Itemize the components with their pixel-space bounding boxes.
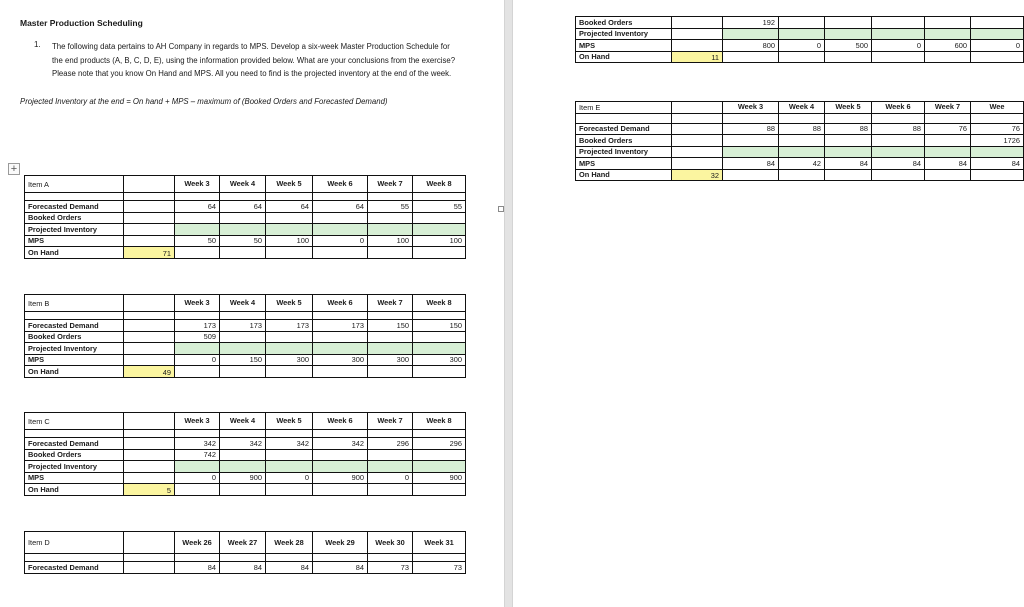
booked-cell [368, 212, 413, 224]
week-header: Week 27 [220, 532, 266, 554]
mps-cell: 84 [825, 158, 872, 170]
item-b-table [24, 294, 466, 378]
mps-cell: 84 [925, 158, 971, 170]
on-hand-value: 32 [672, 169, 723, 181]
projected-cell[interactable] [368, 461, 413, 473]
week-header: Week 8 [413, 176, 466, 193]
row-label-forecast: Forecasted Demand [25, 201, 124, 213]
forecast-cell: 173 [175, 320, 220, 332]
mps-cell: 0 [175, 472, 220, 484]
booked-cell [723, 135, 779, 147]
mps-cell: 100 [413, 235, 466, 247]
mps-cell: 300 [413, 354, 466, 366]
projected-cell[interactable] [175, 461, 220, 473]
mps-cell: 900 [413, 472, 466, 484]
projected-cell[interactable] [825, 28, 872, 40]
booked-cell [413, 449, 466, 461]
projected-cell[interactable] [925, 28, 971, 40]
item-name: Item A [25, 176, 124, 193]
week-header: Week 7 [368, 176, 413, 193]
mps-cell: 84 [723, 158, 779, 170]
booked-cell: 742 [175, 449, 220, 461]
booked-cell: 1726 [971, 135, 1024, 147]
forecast-cell: 64 [313, 201, 368, 213]
mps-cell: 900 [313, 472, 368, 484]
booked-cell: 192 [723, 17, 779, 29]
item-d-table-continued [575, 16, 1024, 63]
mps-cell: 0 [779, 40, 825, 52]
projected-cell[interactable] [872, 28, 925, 40]
week-header: Week 4 [220, 413, 266, 430]
booked-cell [779, 135, 825, 147]
row-label-projected: Projected Inventory [576, 146, 672, 158]
mps-cell: 84 [872, 158, 925, 170]
row-label-projected: Projected Inventory [25, 461, 124, 473]
week-header: Week 8 [413, 295, 466, 312]
booked-cell [266, 212, 313, 224]
week-header: Week 31 [413, 532, 466, 554]
week-header: Week 28 [266, 532, 313, 554]
forecast-cell: 55 [413, 201, 466, 213]
week-header: Week 6 [313, 295, 368, 312]
booked-cell [313, 331, 368, 343]
question-number: 1. [34, 40, 41, 49]
item-d-table [24, 531, 466, 574]
item-e-table [575, 101, 1024, 181]
week-header: Week 5 [266, 413, 313, 430]
booked-cell: 509 [175, 331, 220, 343]
booked-cell [266, 331, 313, 343]
mps-cell: 300 [266, 354, 313, 366]
forecast-cell: 76 [925, 123, 971, 135]
booked-cell [413, 331, 466, 343]
row-label-mps: MPS [25, 472, 124, 484]
mps-cell: 900 [220, 472, 266, 484]
mps-cell: 100 [266, 235, 313, 247]
row-label-forecast: Forecasted Demand [576, 123, 672, 135]
forecast-cell: 64 [220, 201, 266, 213]
item-name: Item C [25, 413, 124, 430]
week-header: Week 6 [313, 413, 368, 430]
projected-cell[interactable] [779, 28, 825, 40]
mps-cell: 500 [825, 40, 872, 52]
mps-cell: 300 [368, 354, 413, 366]
forecast-cell: 64 [266, 201, 313, 213]
booked-cell [925, 17, 971, 29]
projected-cell[interactable] [368, 224, 413, 236]
week-header: Week 4 [220, 295, 266, 312]
document-title: Master Production Scheduling [20, 18, 143, 28]
mps-cell: 0 [872, 40, 925, 52]
week-header: Week 5 [266, 295, 313, 312]
row-label-on-hand: On Hand [25, 366, 124, 378]
booked-cell [872, 135, 925, 147]
forecast-cell: 84 [313, 562, 368, 574]
week-header: Week 7 [368, 413, 413, 430]
projected-cell[interactable] [779, 146, 825, 158]
forecast-cell: 88 [723, 123, 779, 135]
forecast-cell: 73 [413, 562, 466, 574]
projected-cell[interactable] [872, 146, 925, 158]
projected-cell[interactable] [175, 343, 220, 355]
row-label-on-hand: On Hand [25, 247, 124, 259]
item-a-table [24, 175, 466, 259]
row-label-booked: Booked Orders [576, 17, 672, 29]
week-header: Week 3 [175, 176, 220, 193]
projected-cell[interactable] [971, 28, 1024, 40]
booked-cell [872, 17, 925, 29]
item-name: Item E [576, 102, 672, 114]
forecast-cell: 55 [368, 201, 413, 213]
row-label-mps: MPS [25, 235, 124, 247]
booked-cell [971, 17, 1024, 29]
projected-cell[interactable] [723, 28, 779, 40]
on-hand-value: 71 [124, 247, 175, 259]
week-header: Week 6 [313, 176, 368, 193]
mps-cell: 0 [971, 40, 1024, 52]
projected-cell[interactable] [220, 224, 266, 236]
item-name: Item B [25, 295, 124, 312]
forecast-cell: 84 [220, 562, 266, 574]
row-label-projected: Projected Inventory [25, 343, 124, 355]
forecast-cell: 84 [175, 562, 220, 574]
forecast-cell: 342 [220, 438, 266, 450]
forecast-cell: 150 [368, 320, 413, 332]
week-header: Week 8 [413, 413, 466, 430]
week-header: Week 5 [266, 176, 313, 193]
item-c-table [24, 412, 466, 496]
formula-text: Projected Inventory at the end = On hand + MPS – maximum of (Booked Orders and Forecasted Demand) [20, 97, 388, 106]
row-label-forecast: Forecasted Demand [25, 320, 124, 332]
projected-cell[interactable] [413, 343, 466, 355]
booked-cell [368, 449, 413, 461]
booked-cell [175, 212, 220, 224]
mps-cell: 300 [313, 354, 368, 366]
projected-cell[interactable] [971, 146, 1024, 158]
row-label-forecast: Forecasted Demand [25, 438, 124, 450]
projected-cell[interactable] [266, 224, 313, 236]
projected-cell[interactable] [220, 343, 266, 355]
forecast-cell: 342 [175, 438, 220, 450]
mps-cell: 100 [368, 235, 413, 247]
booked-cell [779, 17, 825, 29]
projected-cell[interactable] [925, 146, 971, 158]
page-gutter [504, 0, 513, 607]
document-page-right [513, 0, 1024, 607]
booked-cell [825, 135, 872, 147]
forecast-cell: 296 [368, 438, 413, 450]
projected-cell[interactable] [313, 461, 368, 473]
projected-cell[interactable] [313, 343, 368, 355]
projected-cell[interactable] [368, 343, 413, 355]
booked-cell [413, 212, 466, 224]
mps-cell: 0 [368, 472, 413, 484]
forecast-cell: 296 [413, 438, 466, 450]
row-label-booked: Booked Orders [576, 135, 672, 147]
week-header: Week 3 [723, 102, 779, 114]
mps-cell: 42 [779, 158, 825, 170]
question-text: The following data pertains to AH Company in regards to MPS. Develop a six-week Master Production Schedule for the end products (A, B, C, D, E), using the information provided below. What are your conclusions from the exercise? Please note that you know On Hand and MPS. All you need to find is the projected inventory at the end of the week. [52, 42, 456, 78]
row-label-projected: Projected Inventory [576, 28, 672, 40]
row-label-on-hand: On Hand [25, 484, 124, 496]
forecast-cell: 88 [872, 123, 925, 135]
week-header: Week 7 [925, 102, 971, 114]
week-header: Wee [971, 102, 1024, 114]
forecast-cell: 173 [313, 320, 368, 332]
projected-cell[interactable] [175, 224, 220, 236]
mps-cell: 600 [925, 40, 971, 52]
booked-cell [220, 449, 266, 461]
booked-cell [220, 331, 266, 343]
row-label-forecast: Forecasted Demand [25, 562, 124, 574]
forecast-cell: 88 [825, 123, 872, 135]
forecast-cell: 150 [413, 320, 466, 332]
forecast-cell: 173 [266, 320, 313, 332]
mps-cell: 50 [175, 235, 220, 247]
row-label-on-hand: On Hand [576, 51, 672, 63]
forecast-cell: 342 [313, 438, 368, 450]
row-label-projected: Projected Inventory [25, 224, 124, 236]
forecast-cell: 84 [266, 562, 313, 574]
projected-cell[interactable] [413, 224, 466, 236]
week-header: Week 30 [368, 532, 413, 554]
booked-cell [368, 331, 413, 343]
mps-cell: 800 [723, 40, 779, 52]
week-header: Week 29 [313, 532, 368, 554]
mps-cell: 0 [266, 472, 313, 484]
booked-cell [313, 449, 368, 461]
forecast-cell: 76 [971, 123, 1024, 135]
forecast-cell: 342 [266, 438, 313, 450]
projected-cell[interactable] [313, 224, 368, 236]
row-label-mps: MPS [576, 158, 672, 170]
row-label-mps: MPS [25, 354, 124, 366]
booked-cell [825, 17, 872, 29]
table-move-handle-icon[interactable]: + [8, 163, 20, 175]
row-label-booked: Booked Orders [25, 212, 124, 224]
mps-cell: 50 [220, 235, 266, 247]
mps-cell: 0 [175, 354, 220, 366]
week-header: Week 4 [779, 102, 825, 114]
projected-cell[interactable] [825, 146, 872, 158]
document-page-left [0, 0, 504, 607]
week-header: Week 26 [175, 532, 220, 554]
booked-cell [266, 449, 313, 461]
forecast-cell: 73 [368, 562, 413, 574]
projected-cell[interactable] [266, 461, 313, 473]
row-label-on-hand: On Hand [576, 169, 672, 181]
week-header: Week 3 [175, 413, 220, 430]
on-hand-value: 5 [124, 484, 175, 496]
row-label-mps: MPS [576, 40, 672, 52]
forecast-cell: 88 [779, 123, 825, 135]
projected-cell[interactable] [220, 461, 266, 473]
projected-cell[interactable] [413, 461, 466, 473]
on-hand-value: 11 [672, 51, 723, 63]
week-header: Week 7 [368, 295, 413, 312]
mps-cell: 0 [313, 235, 368, 247]
row-label-booked: Booked Orders [25, 331, 124, 343]
booked-cell [313, 212, 368, 224]
forecast-cell: 173 [220, 320, 266, 332]
week-header: Week 3 [175, 295, 220, 312]
mps-cell: 150 [220, 354, 266, 366]
week-header: Week 6 [872, 102, 925, 114]
forecast-cell: 64 [175, 201, 220, 213]
booked-cell [925, 135, 971, 147]
projected-cell[interactable] [723, 146, 779, 158]
mps-cell: 84 [971, 158, 1024, 170]
item-name: Item D [25, 532, 124, 554]
week-header: Week 5 [825, 102, 872, 114]
on-hand-value: 49 [124, 366, 175, 378]
booked-cell [220, 212, 266, 224]
row-label-booked: Booked Orders [25, 449, 124, 461]
projected-cell[interactable] [266, 343, 313, 355]
week-header: Week 4 [220, 176, 266, 193]
